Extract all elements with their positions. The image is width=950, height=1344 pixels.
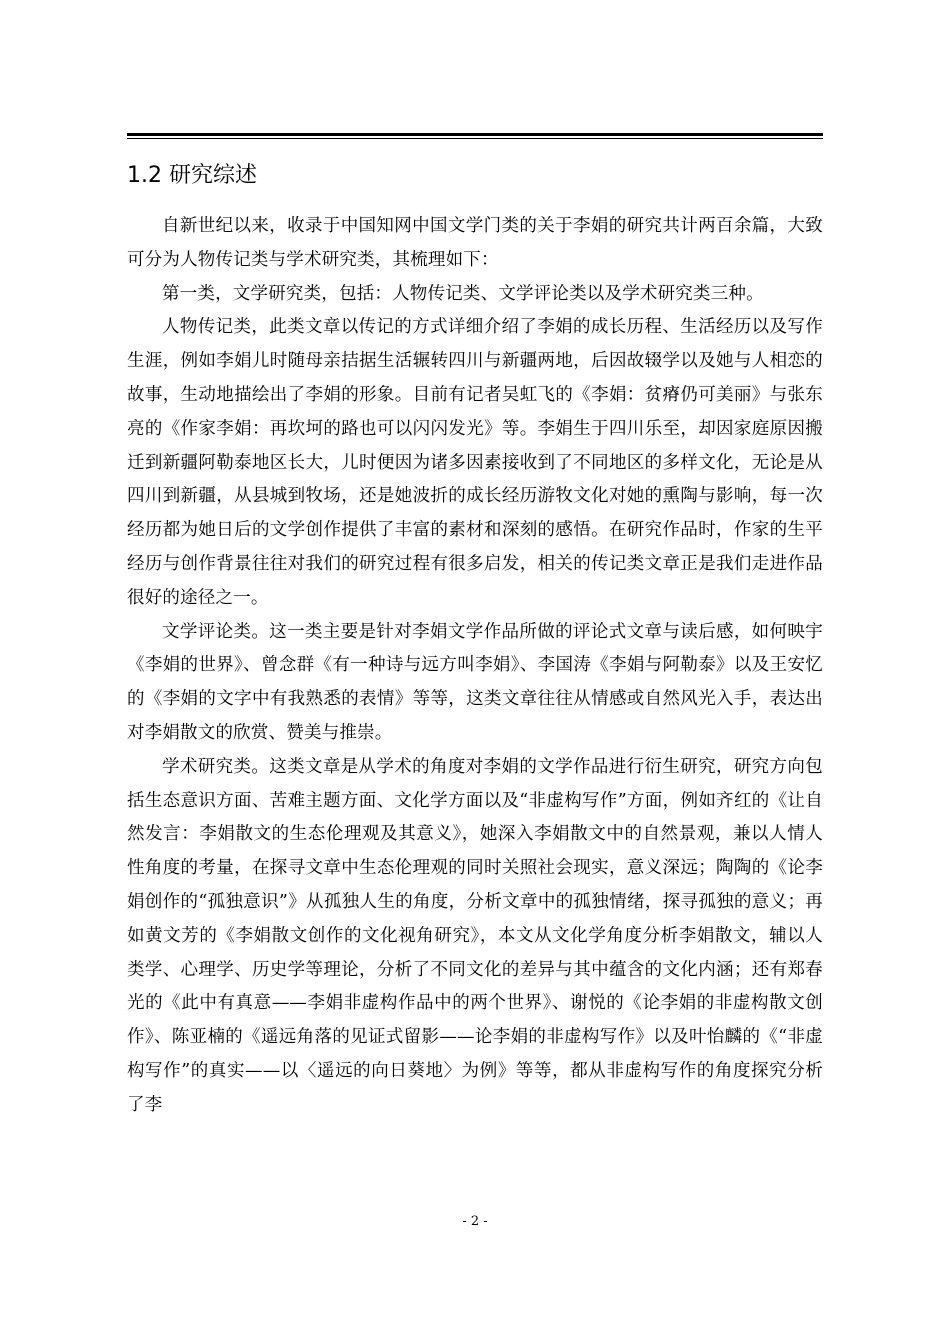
header-rule-thick [127, 133, 823, 136]
body-text [127, 210, 823, 1123]
paragraph-academic-research: 学术研究类。这类文章是从学术的角度对李娟的文学作品进行衍生研究，研究方向包括生态意识方面、苦难主题方面、文化学方面以及“非虚构写作”方面，例如齐红的《让自然发言：李娟散文的生态伦理观及其意义》，她深入李娟散文中的自然景观，兼以人情人性角度的考量，在探寻文章中生态伦理观的同时关照社会现实，意义深远；陶陶的《论李娟创作的“孤独意识”》从孤独人生的角度，分析文章中的孤独情绪，探寻孤独的意义；再如黄文芳的《李娟散文创作的文化视角研究》，本文从文化学角度分析李娟散文，辅以人类学、心理学、历史学等理论，分析了不同文化的差异与其中蕴含的文化内涵；还有郑春光的《此中有真意——李娟非虚构作品中的两个世界》、谢悦的《论李娟的非虚构散文创作》、陈亚楠的《遥远角落的见证式留影——论李娟的非虚构写作》以及叶怡麟的《“非虚构写作”的真实——以〈遥远的向日葵地〉为例》等等，都从非虚构写作的角度探究分析了李 [127, 756, 823, 1115]
page-number: - 2 - [462, 1214, 488, 1229]
paragraph-biography: 人物传记类，此类文章以传记的方式详细介绍了李娟的成长历程、生活经历以及写作生涯，例如李娟儿时随母亲拮据生活辗转四川与新疆两地，后因故辍学以及她与人相恋的故事，生动地描绘出了李娟的形象。目前有记者吴虹飞的《李娟：贫瘠仍可美丽》与张东亮的《作家李娟：再坎坷的路也可以闪闪发光》等。李娟生于四川乐至，却因家庭原因搬迁到新疆阿勒泰地区长大，儿时便因为诸多因素接收到了不同地区的多样文化，无论是从四川到新疆，从县城到牧场，还是她波折的成长经历游牧文化对她的熏陶与影响，每一次经历都为她日后的文学创作提供了丰富的素材和深刻的感悟。在研究作品时，作家的生平经历与创作背景往往对我们的研究过程有很多启发，相关的传记类文章正是我们走进作品很好的途径之一。 [127, 317, 823, 608]
paragraph-intro: 自新世纪以来，收录于中国知网中国文学门类的关于李娟的研究共计两百余篇，大致可分为人物传记类与学术研究类，其梳理如下： [127, 216, 823, 270]
section-heading: 1.2 研究综述 [127, 163, 257, 188]
paragraph-literary-criticism: 文学评论类。这一类主要是针对李娟文学作品所做的评论式文章与读后感，如何映宇《李娟的世界》、曾念群《有一种诗与远方叫李娟》、李国涛《李娟与阿勒泰》以及王安忆的《李娟的文字中有我熟悉的表情》等等，这类文章往往从情感或自然风光入手，表达出对李娟散文的欣赏、赞美与推崇。 [127, 621, 823, 743]
paragraph-category-overview: 第一类，文学研究类，包括：人物传记类、文学评论类以及学术研究类三种。 [162, 283, 764, 304]
header-rule-thin [127, 138, 823, 139]
